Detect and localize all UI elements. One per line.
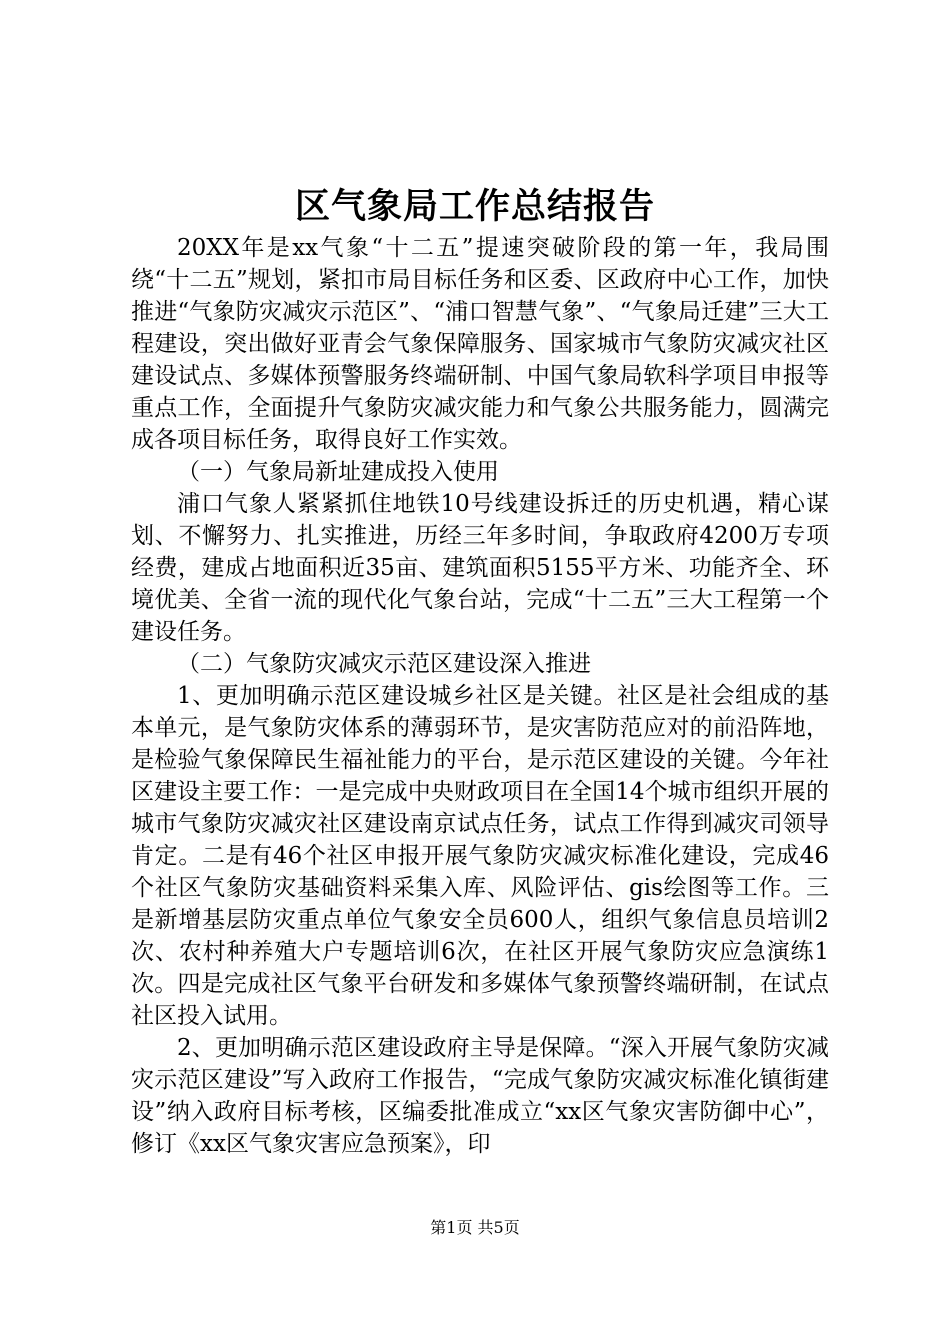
section-2-item-1-paragraph: 1、更加明确示范区建设城乡社区是关键。社区是社会组成的基本单元，是气象防灾体系的薄弱环节，是灾害防范应对的前沿阵地，是检验气象保障民生福祉能力的平台，是示范区建设的关键。今年社区建设主要工作：一是完成中央财政项目在全国14个城市组织开展的城市气象防灾减灾社区建设南京试点任务，试点工作得到减灾司领导肯定。二是有46个社区申报开展气象防灾减灾标准化建设，完成46个社区气象防灾基础资料采集入库、风险评估、gis绘图等工作。三是新增基层防灾重点单位气象安全员600人，组织气象信息员培训2次、农村种养殖大户专题培训6次，在社区开展气象防灾应急演练1次。四是完成社区气象平台研发和多媒体气象预警终端研制，在试点社区投入试用。 <box>131 683 829 1029</box>
page-footer: 第1页 共5页 <box>430 1218 520 1237</box>
section-2-item-2-paragraph: 2、更加明确示范区建设政府主导是保障。“深入开展气象防灾减灾示范区建设”写入政府工作报告，“完成气象防灾减灾标准化镇街建设”纳入政府目标考核，区编委批准成立“xx区气象灾害防御中心”，修订《xx区气象灾害应急预案》，印 <box>131 1035 829 1157</box>
section-heading-1: （一）气象局新址建成投入使用 <box>177 459 499 485</box>
document-body <box>131 232 829 1160</box>
intro-paragraph: 20XX年是xx气象“十二五”提速突破阶段的第一年，我局围绕“十二五”规划，紧扣市局目标任务和区委、区政府中心工作，加快推进“气象防灾减灾示范区”、“浦口智慧气象”、“气象局迁建”三大工程建设，突出做好亚青会气象保障服务、国家城市气象防灾减灾社区建设试点、多媒体预警服务终端研制、中国气象局软科学项目申报等重点工作，全面提升气象防灾减灾能力和气象公共服务能力，圆满完成各项目标任务，取得良好工作实效。 <box>131 235 829 453</box>
document-title: 区气象局工作总结报告 <box>294 186 655 227</box>
section-heading-2: （二）气象防灾减灾示范区建设深入推进 <box>177 651 591 677</box>
section-1-paragraph: 浦口气象人紧紧抓住地铁10号线建设拆迁的历史机遇，精心谋划、不懈努力、扎实推进，历经三年多时间，争取政府4200万专项经费，建成占地面积近35亩、建筑面积5155平方米、功能齐全、环境优美、全省一流的现代化气象台站，完成“十二五”三大工程第一个建设任务。 <box>131 491 829 645</box>
